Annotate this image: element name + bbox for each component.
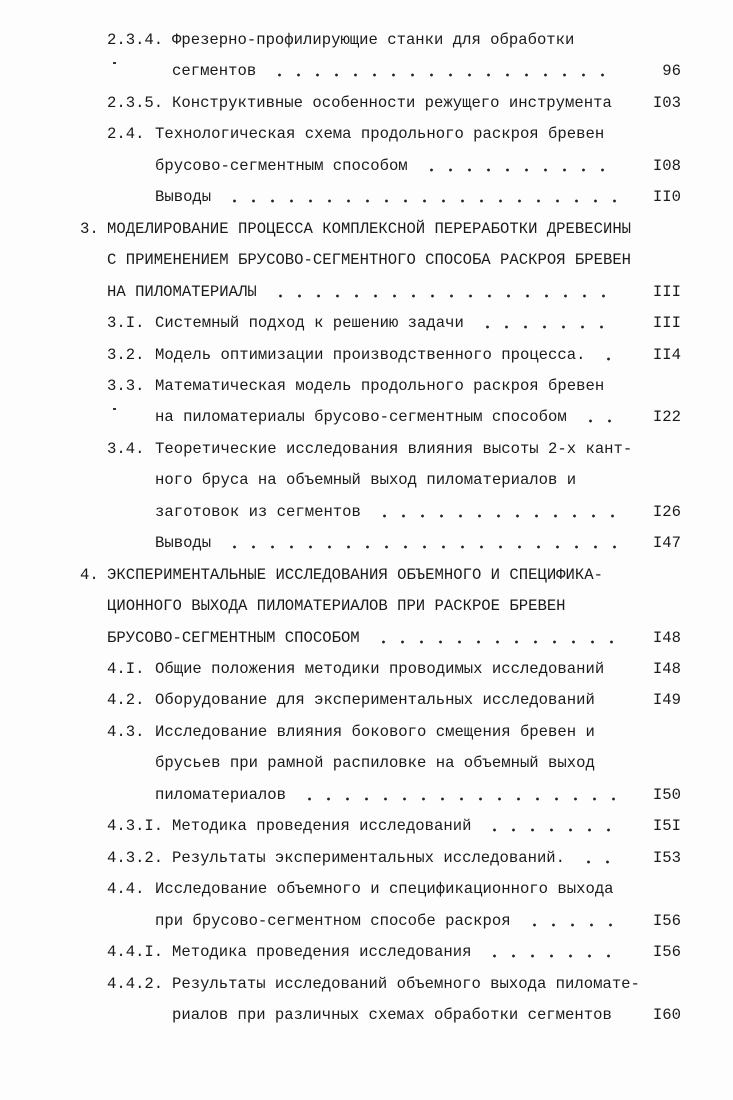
toc-entry-title: Выводы bbox=[155, 534, 212, 553]
toc-entry-number: 2.3.5. bbox=[107, 93, 164, 112]
toc-entry-title: сегментов bbox=[172, 62, 257, 81]
dot-leader bbox=[599, 343, 618, 367]
toc-entry bbox=[0, 877, 733, 901]
toc-entry-title: С ПРИМЕНЕНИЕМ БРУСОВО-СЕГМЕНТНОГО СПОСОБА РАСКРОЯ БРЕВЕН bbox=[107, 251, 632, 270]
toc-entry bbox=[0, 972, 733, 996]
toc-entry-page: I48 bbox=[652, 660, 681, 678]
toc-entry bbox=[0, 688, 733, 712]
toc-entry bbox=[0, 814, 733, 838]
toc-entry-number: 4.3.I. bbox=[107, 817, 164, 836]
toc-entry-title-wrap bbox=[155, 909, 618, 933]
toc-entry bbox=[0, 122, 733, 146]
toc-entry-title: ЦИОННОГО ВЫХОДА ПИЛОМАТЕРИАЛОВ ПРИ РАСКРОЕ БРЕВЕН bbox=[107, 597, 566, 616]
toc-entry-title-wrap bbox=[107, 248, 631, 272]
toc-entry-title: пиломатериалов bbox=[155, 785, 287, 804]
toc-entry bbox=[0, 909, 733, 933]
toc-entry-title-wrap bbox=[155, 657, 604, 681]
toc-entry bbox=[0, 374, 733, 398]
toc-entry-page: I26 bbox=[652, 502, 681, 521]
toc-entry bbox=[0, 720, 733, 744]
toc-entry-page: I22 bbox=[652, 408, 681, 427]
toc-entry bbox=[0, 59, 733, 83]
toc-entry-title: Оборудование для экспериментальных исследований bbox=[155, 691, 595, 710]
toc-entry-page: I47 bbox=[652, 534, 681, 553]
toc-entry-page: I56 bbox=[652, 943, 681, 962]
toc-entry-title-wrap bbox=[155, 122, 604, 146]
toc-entry-page: I48 bbox=[652, 628, 681, 647]
toc-entry bbox=[0, 437, 733, 461]
toc-entry-title-wrap bbox=[155, 688, 595, 712]
toc-entry-number: 4.2. bbox=[107, 691, 145, 710]
toc-entry-page: II0 bbox=[652, 188, 681, 207]
toc-entry-title: ного бруса на объемный выход пиломатериалов и bbox=[155, 471, 577, 490]
toc-entry-title-wrap bbox=[107, 594, 566, 618]
toc-entry-page: II4 bbox=[652, 345, 681, 364]
toc-entry-title: Общие положения методики проводимых исследований bbox=[155, 660, 605, 678]
toc-entry bbox=[0, 783, 733, 807]
toc-entry-title-wrap bbox=[107, 280, 618, 304]
dot-leader bbox=[300, 783, 618, 807]
toc-entry-title: Результаты исследований объемного выхода пиломате- bbox=[172, 974, 640, 993]
toc-entry-title: брусово-сегментным способом bbox=[155, 156, 408, 175]
toc-entry-title: Теоретические исследования влияния высоты 2-х кант- bbox=[155, 439, 633, 458]
toc-entry-page: I03 bbox=[652, 93, 681, 112]
toc-entry-title: МОДЕЛИРОВАНИЕ ПРОЦЕССА КОМПЛЕКСНОЙ ПЕРЕРАБОТКИ ДРЕВЕСИНЫ bbox=[107, 219, 632, 238]
toc-entry-title: Технологическая схема продольного раскроя бревен bbox=[155, 125, 605, 144]
toc-entry bbox=[0, 311, 733, 335]
toc-entry bbox=[0, 594, 733, 618]
toc-entry-page: I50 bbox=[652, 785, 681, 804]
dot-leader bbox=[374, 626, 618, 650]
toc-entry bbox=[0, 657, 733, 681]
toc-entry-title: БРУСОВО-СЕГМЕНТНЫМ СПОСОБОМ bbox=[107, 628, 360, 647]
toc-entry-title: Модель оптимизации производственного процесса. bbox=[155, 345, 586, 364]
toc-entry-title-wrap bbox=[155, 531, 618, 555]
toc-entry-title: риалов при различных схемах обработки сегментов bbox=[172, 1005, 612, 1024]
toc-entry-title-wrap bbox=[172, 28, 574, 52]
toc-entry bbox=[0, 154, 733, 178]
dot-leader bbox=[225, 185, 618, 209]
toc-entry-number: 3. bbox=[80, 219, 99, 238]
dot-leader bbox=[485, 814, 618, 838]
toc-entry-title: брусьев при рамной распиловке на объемный выход bbox=[155, 754, 595, 773]
dot-leader bbox=[478, 311, 618, 335]
toc-entry-title: заготовок из сегментов bbox=[155, 502, 361, 521]
toc-entry-title-wrap bbox=[155, 185, 618, 209]
toc-entry-title: Математическая модель продольного раскроя бревен bbox=[155, 376, 605, 395]
toc-entry-title-wrap bbox=[155, 343, 618, 367]
toc-entry-title: Исследование влияния бокового смещения бревен и bbox=[155, 722, 595, 741]
toc-entry-number: 4.3. bbox=[107, 722, 145, 741]
toc-entry-title-wrap bbox=[155, 720, 595, 744]
toc-entry-page: I49 bbox=[652, 691, 681, 710]
toc-entry bbox=[0, 405, 733, 429]
toc-entry bbox=[0, 217, 733, 241]
toc-entry bbox=[0, 248, 733, 272]
toc-entry-title-wrap bbox=[155, 311, 618, 335]
toc-entry-number: 4.4. bbox=[107, 880, 145, 899]
toc-entry-title-wrap bbox=[172, 846, 618, 870]
toc-entry-title-wrap bbox=[155, 783, 618, 807]
toc-entry-title-wrap bbox=[155, 405, 618, 429]
toc-entry-number: 3.2. bbox=[107, 345, 145, 364]
toc-entry-title: Методика проведения исследований bbox=[172, 817, 472, 836]
toc-entry-number: 2.4. bbox=[107, 125, 145, 144]
dot-leader bbox=[579, 846, 618, 870]
toc-entry-title-wrap bbox=[172, 59, 618, 83]
toc-entry-number: 3.I. bbox=[107, 314, 145, 333]
toc-entry-title-wrap bbox=[172, 814, 618, 838]
toc-entry-title-wrap bbox=[155, 468, 576, 492]
toc-entry-title: НА ПИЛОМАТЕРИАЛЫ bbox=[107, 282, 257, 301]
dot-leader bbox=[525, 909, 618, 933]
toc-entry bbox=[0, 1003, 733, 1027]
toc-entry-number: 4.4.I. bbox=[107, 943, 164, 962]
toc-entry-title-wrap bbox=[155, 437, 632, 461]
scan-speck bbox=[113, 62, 116, 64]
toc-entry-title: Выводы bbox=[155, 188, 212, 207]
toc-entry-title: Фрезерно-профилирующие станки для обработки bbox=[172, 31, 575, 49]
toc-entry-number: 4.I. bbox=[107, 660, 145, 678]
dot-leader bbox=[270, 59, 618, 83]
toc-entry-number: 4. bbox=[80, 565, 99, 584]
toc-entry bbox=[0, 940, 733, 964]
toc-entry-title-wrap bbox=[155, 154, 618, 178]
toc-entry bbox=[0, 563, 733, 587]
toc-entry-title: Системный подход к решению задачи bbox=[155, 314, 464, 333]
toc-entry bbox=[0, 280, 733, 304]
toc-entry-title-wrap bbox=[107, 563, 603, 587]
toc-entry-title-wrap bbox=[172, 972, 640, 996]
toc-entry-number: 4.3.2. bbox=[107, 848, 164, 867]
toc-entry-title-wrap bbox=[155, 374, 604, 398]
toc-entry-page: III bbox=[652, 282, 681, 301]
toc-entry-number: 3.3. bbox=[107, 376, 145, 395]
toc-entry bbox=[0, 531, 733, 555]
dot-leader bbox=[375, 500, 618, 524]
toc-entry-page: I08 bbox=[652, 156, 681, 175]
dot-leader bbox=[225, 531, 618, 555]
toc-entry-page: I60 bbox=[652, 1005, 681, 1024]
dot-leader bbox=[581, 405, 618, 429]
toc-entry-title-wrap bbox=[107, 217, 631, 241]
toc-entry-title-wrap bbox=[155, 877, 614, 901]
toc-entry-number: 2.3.4. bbox=[107, 31, 164, 49]
toc-entry-title: ЭКСПЕРИМЕНТАЛЬНЫЕ ИССЛЕДОВАНИЯ ОБЪЕМНОГО И СПЕЦИФИКА- bbox=[107, 565, 603, 584]
toc-entry bbox=[0, 626, 733, 650]
scan-speck bbox=[113, 408, 116, 410]
toc-entry bbox=[0, 91, 733, 115]
toc-entry bbox=[0, 28, 733, 52]
toc-entry bbox=[0, 185, 733, 209]
toc-entry-page: I56 bbox=[652, 911, 681, 930]
toc-entry-number: 4.4.2. bbox=[107, 974, 164, 993]
toc-entry-title: при брусово-сегментном способе раскроя bbox=[155, 911, 511, 930]
toc-entry-title: Методика проведения исследования bbox=[172, 943, 472, 962]
toc-entry-title-wrap bbox=[172, 91, 612, 115]
toc-entry-page: I5I bbox=[652, 817, 681, 836]
toc-entry-title-wrap bbox=[107, 626, 618, 650]
dot-leader bbox=[271, 280, 618, 304]
dot-leader bbox=[422, 154, 618, 178]
toc-entry-title: Конструктивные особенности режущего инструмента bbox=[172, 93, 612, 112]
toc-entry-title-wrap bbox=[172, 1003, 612, 1027]
toc-entry-title-wrap bbox=[172, 940, 618, 964]
toc-entry-title: Результаты экспериментальных исследований. bbox=[172, 848, 566, 867]
toc-entry bbox=[0, 500, 733, 524]
dot-leader bbox=[485, 940, 618, 964]
toc-entry bbox=[0, 468, 733, 492]
toc-entry-title: на пиломатериалы брусово-сегментным способом bbox=[155, 408, 567, 427]
toc-entry bbox=[0, 343, 733, 367]
toc-entry-page: 96 bbox=[662, 62, 681, 81]
toc-entry bbox=[0, 751, 733, 775]
toc-entry-page: III bbox=[652, 314, 681, 333]
toc-entry-page: I53 bbox=[652, 848, 681, 867]
toc-entry-title-wrap bbox=[155, 751, 595, 775]
toc-entry-title-wrap bbox=[155, 500, 618, 524]
toc-entry-title: Исследование объемного и спецификационного выхода bbox=[155, 880, 614, 899]
toc-entry bbox=[0, 846, 733, 870]
toc-entry-number: 3.4. bbox=[107, 439, 145, 458]
